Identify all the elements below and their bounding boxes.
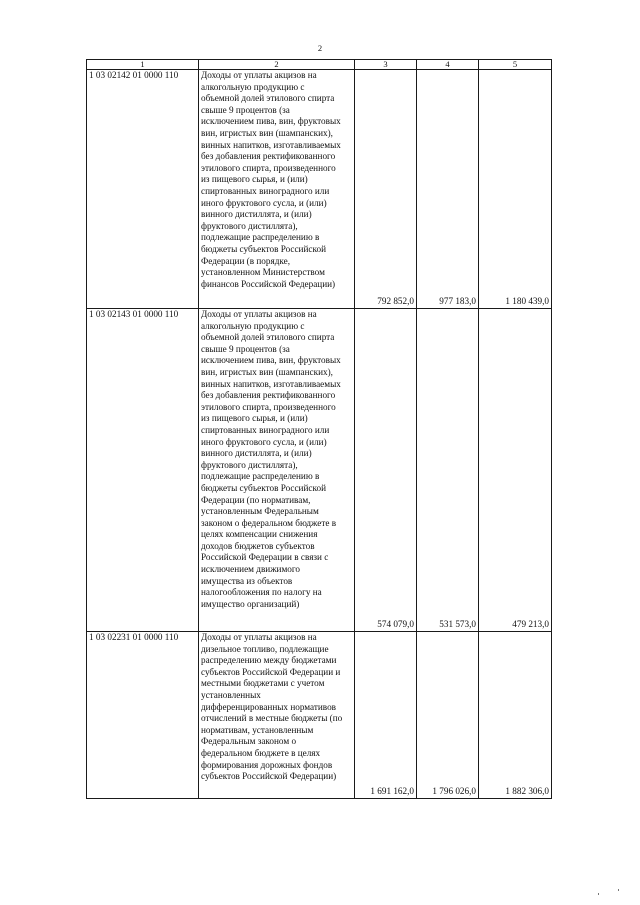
scan-mark — [598, 893, 599, 895]
header-col-3: 3 — [355, 60, 417, 70]
amount-col-5-cell: 1 180 439,0 — [479, 70, 552, 309]
amount-col-4-cell: 977 183,0 — [417, 70, 479, 309]
header-col-2: 2 — [199, 60, 355, 70]
table-row — [87, 70, 552, 309]
revenue-code-cell: 1 03 02142 01 0000 110 — [87, 70, 199, 309]
header-col-4: 4 — [417, 60, 479, 70]
revenue-name-cell: Доходы от уплаты акцизов на алкогольную продукцию с объемной долей этилового спирта свыше 9 процентов (за исключением пива, вин, фруктовых вин, игристых вин (шампанских), винных напитков, изготавливаемых без добавления ректификованного этилового спирта, произведенного из пищевого сырья, и (или) спиртованных виноградного или иного фруктового сусла, и (или) винного дистиллята, и (или) фруктового дистиллята), подлежащие распределению в бюджеты субъектов Российской Федерации (по нормативам, установленным Федеральным законом о федеральном бюджете в целях компенсации снижения доходов бюджетов субъектов Российской Федерации в связи с исключением движимого имущества из объектов налогообложения по налогу на имущество организаций) — [199, 309, 355, 632]
table-row — [87, 309, 552, 632]
revenue-code-cell: 1 03 02143 01 0000 110 — [87, 309, 199, 632]
page-number: 2 — [317, 43, 323, 53]
amount-col-4-cell: 1 796 026,0 — [417, 632, 479, 799]
revenue-code-cell: 1 03 02231 01 0000 110 — [87, 632, 199, 799]
revenue-name-cell: Доходы от уплаты акцизов на алкогольную продукцию с объемной долей этилового спирта свыше 9 процентов (за исключением пива, вин, фруктовых вин, игристых вин (шампанских), винных напитков, изготавливаемых без добавления ректификованного этилового спирта, произведенного из пищевого сырья, и (или) спиртованных виноградного или иного фруктового сусла, и (или) винного дистиллята, и (или) фруктового дистиллята), подлежащие распределению в бюджеты субъектов Российской Федерации (в порядке, установленном Министерством финансов Российской Федерации) — [199, 70, 355, 309]
header-col-5: 5 — [479, 60, 552, 70]
scan-mark — [618, 889, 619, 891]
amount-col-3-cell: 574 079,0 — [355, 309, 417, 632]
table-header-row — [87, 60, 552, 70]
revenue-name-cell: Доходы от уплаты акцизов на дизельное топливо, подлежащие распределению между бюджетами субъектов Российской Федерации и местными бюджетами с учетом установленных дифференцированных нормативов отчислений в местные бюджеты (по нормативам, установленным Федеральным законом о федеральном бюджете в целях формирования дорожных фондов субъектов Российской Федерации) — [199, 632, 355, 799]
amount-col-5-cell: 1 882 306,0 — [479, 632, 552, 799]
amount-col-4-cell: 531 573,0 — [417, 309, 479, 632]
amount-col-3-cell: 792 852,0 — [355, 70, 417, 309]
amount-col-3-cell: 1 691 162,0 — [355, 632, 417, 799]
table-row — [87, 632, 552, 799]
amount-col-5-cell: 479 213,0 — [479, 309, 552, 632]
header-col-1: 1 — [87, 60, 199, 70]
revenue-table — [86, 59, 552, 799]
